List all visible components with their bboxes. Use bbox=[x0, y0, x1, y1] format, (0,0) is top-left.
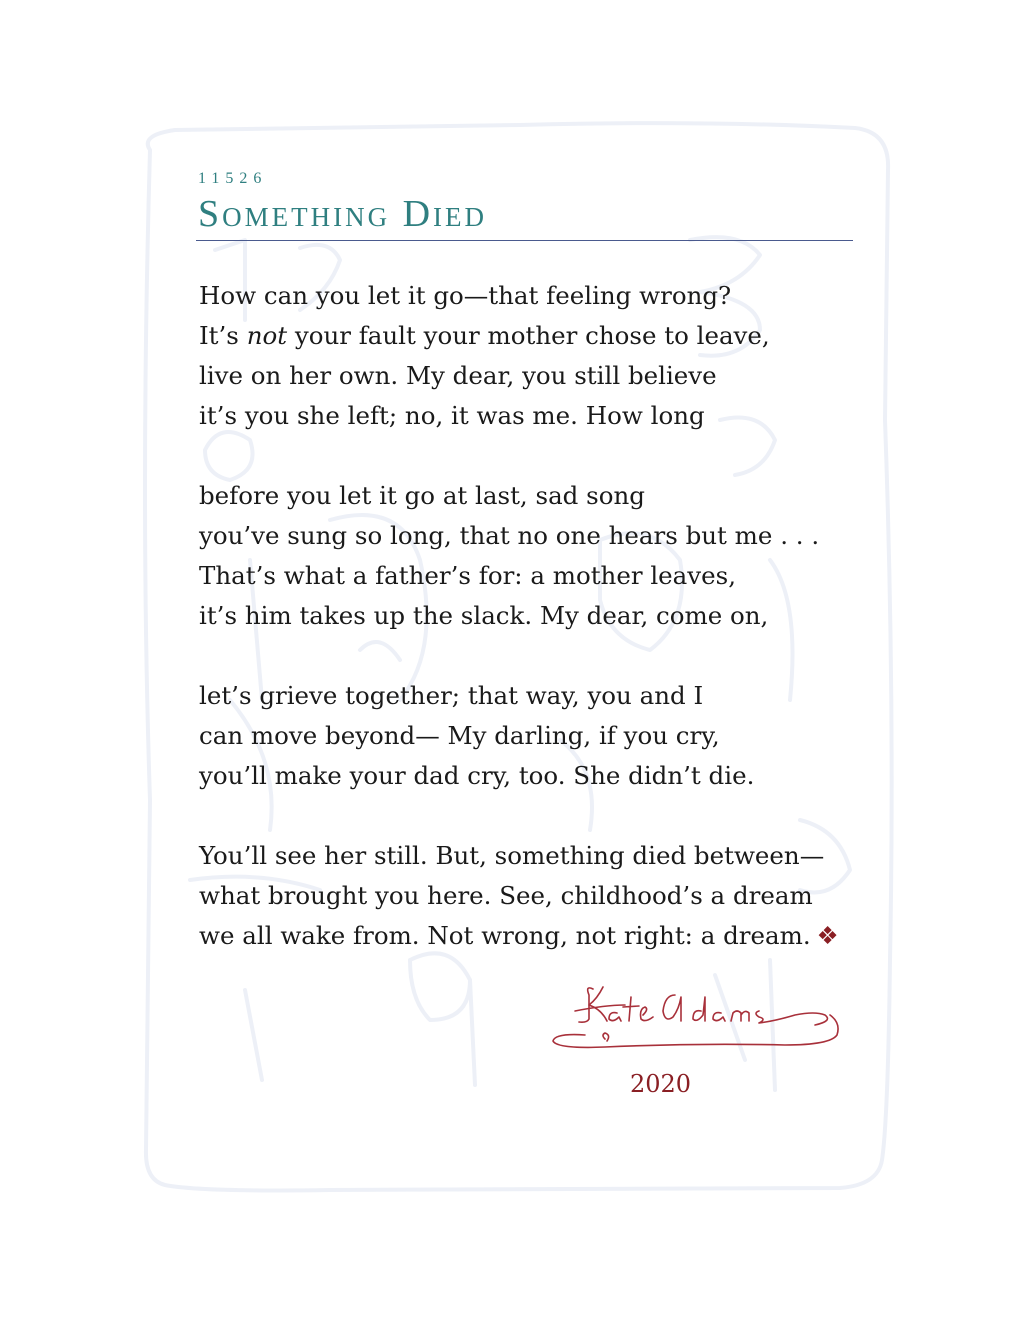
poem-line: let’s grieve together; that way, you and I bbox=[199, 681, 704, 710]
poem-line: can move beyond— My darling, if you cry, bbox=[199, 721, 720, 750]
poem-number: 11526 bbox=[198, 170, 268, 187]
poem-body bbox=[199, 276, 899, 996]
poem-title: Something Died bbox=[198, 193, 488, 235]
poem-line: it’s you she left; no, it was me. How long bbox=[199, 401, 705, 430]
handwritten-signature bbox=[545, 975, 850, 1065]
signature-year: 2020 bbox=[630, 1070, 692, 1098]
line-text: we all wake from. Not wrong, not right: a dream. bbox=[199, 921, 811, 950]
fleuron-end-mark-icon: ❖ bbox=[816, 921, 839, 950]
line-text: your fault your mother chose to leave, bbox=[287, 321, 770, 350]
poem-line bbox=[199, 916, 899, 956]
stanza-4 bbox=[199, 836, 899, 956]
poem-line: How can you let it go—that feeling wrong? bbox=[199, 281, 732, 310]
poem-line: it’s him takes up the slack. My dear, come on, bbox=[199, 601, 769, 630]
title-divider bbox=[196, 240, 853, 241]
stanza-1 bbox=[199, 276, 899, 436]
poem-line: before you let it go at last, sad song bbox=[199, 481, 645, 510]
poem-line: what brought you here. See, childhood’s a dream bbox=[199, 881, 813, 910]
poem-line: You’ll see her still. But, something died between— bbox=[199, 841, 825, 870]
stanza-3 bbox=[199, 676, 899, 796]
stanza-2 bbox=[199, 476, 899, 636]
poem-line: you’ve sung so long, that no one hears but me . . . bbox=[199, 521, 820, 550]
poem-line: That’s what a father’s for: a mother leaves, bbox=[199, 561, 736, 590]
poem-line: you’ll make your dad cry, too. She didn’t die. bbox=[199, 761, 755, 790]
line-text: It’s bbox=[199, 321, 247, 350]
poem-line bbox=[199, 316, 899, 356]
poem-line: live on her own. My dear, you still believe bbox=[199, 361, 717, 390]
italic-word: not bbox=[246, 321, 288, 350]
